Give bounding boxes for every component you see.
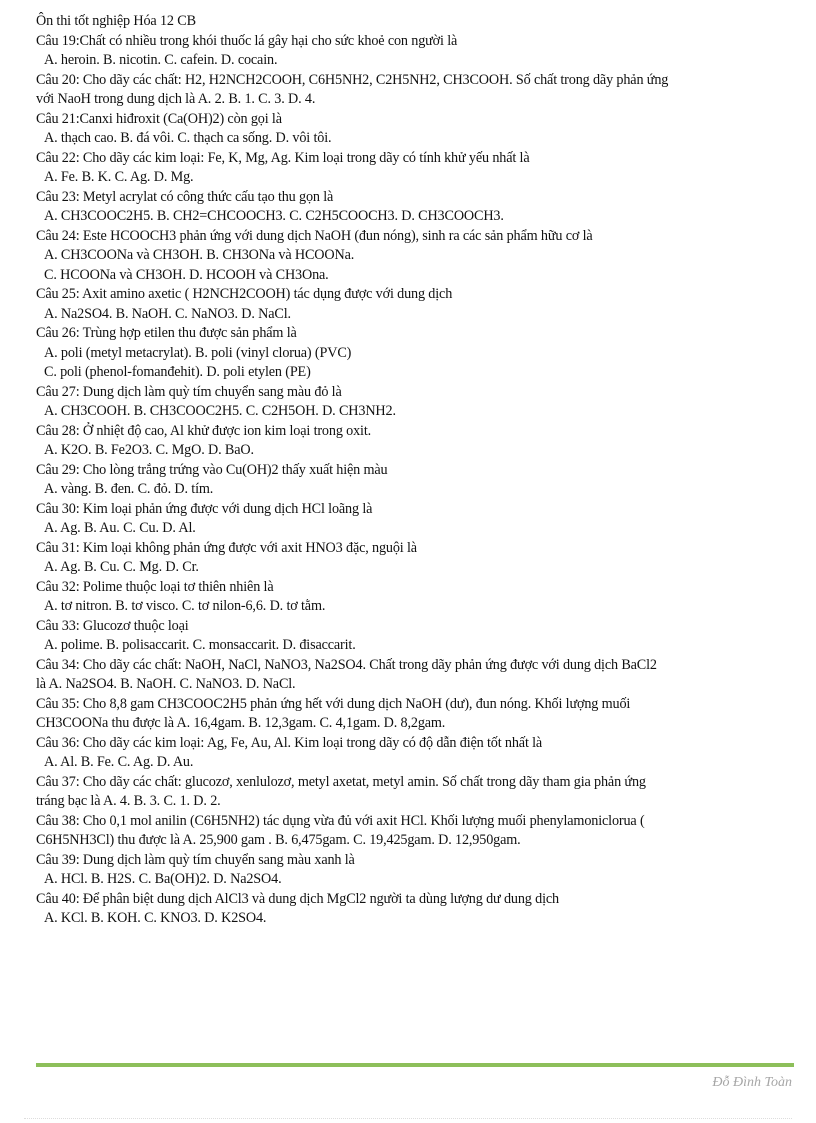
answers-25: A. Na2SO4. B. NaOH. C. NaNO3. D. NaCl. [44,305,291,322]
question-40: Câu 40: Để phân biệt dung dịch AlCl3 và dung dịch MgCl2 người ta dùng lượng dư dung dịch [36,890,559,907]
question-28: Câu 28: Ở nhiệt độ cao, Al khử được ion kim loại trong oxit. [36,422,372,439]
question-33: Câu 33: Glucozơ thuộc loại [36,617,189,634]
question-27: Câu 27: Dung dịch làm quỳ tím chuyển sang màu đỏ là [36,383,342,400]
answers-33: A. polime. B. polisaccarit. C. monsaccarit. D. đisaccarit. [44,637,356,653]
answers-36: A. Al. B. Fe. C. Ag. D. Au. [44,754,194,770]
question-20: Câu 20: Cho dãy các chất: H2, H2NCH2COOH, C6H5NH2, C2H5NH2, CH3COOH. Số chất trong dãy phản ứng [36,71,669,88]
question-38: Câu 38: Cho 0,1 mol anilin (C6H5NH2) tác dụng vừa đủ với axit HCl. Khối lượng muối phenylamoniclorua ( [36,812,645,829]
question-24: Câu 24: Este HCOOCH3 phản ứng với dung dịch NaOH (đun nóng), sinh ra các sản phẩm hữu cơ là [36,227,593,244]
answers-32: A. tơ nitron. B. tơ visco. C. tơ nilon-6,6. D. tơ tằm. [44,598,326,614]
question-32: Câu 32: Polime thuộc loại tơ thiên nhiên là [36,578,274,595]
question-38-cont: C6H5NH3Cl) thu được là A. 25,900 gam . B. 6,475gam. C. 19,425gam. D. 12,950gam. [36,832,521,848]
footer-rule [36,1063,794,1067]
question-23: Câu 23: Metyl acrylat có công thức cấu tạo thu gọn là [36,188,334,205]
answers-23: A. CH3COOC2H5. B. CH2=CHCOOCH3. C. C2H5COOCH3. D. CH3COOCH3. [44,208,504,224]
question-34: Câu 34: Cho dãy các chất: NaOH, NaCl, NaNO3, Na2SO4. Chất trong dãy phản ứng được với dung dịch BaCl2 [36,656,657,673]
question-39: Câu 39: Dung dịch làm quỳ tím chuyển sang màu xanh là [36,851,355,868]
answers-24-ab: A. CH3COONa và CH3OH. B. CH3ONa và HCOONa. [44,247,355,263]
question-35-cont: CH3COONa thu được là A. 16,4gam. B. 12,3gam. C. 4,1gam. D. 8,2gam. [36,715,446,731]
answers-40: A. KCl. B. KOH. C. KNO3. D. K2SO4. [44,910,267,926]
question-20-cont: với NaoH trong dung dịch là A. 2. B. 1. C. 3. D. 4. [36,91,316,107]
question-21: Câu 21:Canxi hiđroxit (Ca(OH)2) còn gọi là [36,110,282,127]
answers-21: A. thạch cao. B. đá vôi. C. thạch ca sống. D. vôi tôi. [44,130,332,146]
answers-22: A. Fe. B. K. C. Ag. D. Mg. [44,169,194,185]
question-29: Câu 29: Cho lòng trắng trứng vào Cu(OH)2 thấy xuất hiện màu [36,461,388,478]
answers-39: A. HCl. B. H2S. C. Ba(OH)2. D. Na2SO4. [44,871,282,887]
question-22: Câu 22: Cho dãy các kim loại: Fe, K, Mg, Ag. Kim loại trong dãy có tính khử yếu nhất là [36,149,530,166]
question-37: Câu 37: Cho dãy các chất: glucozơ, xenlulozơ, metyl axetat, metyl amin. Số chất trong dãy tham gia phản ứng [36,773,646,790]
question-31: Câu 31: Kim loại không phản ứng được với axit HNO3 đặc, nguội là [36,539,417,556]
question-37-cont: tráng bạc là A. 4. B. 3. C. 1. D. 2. [36,793,221,809]
question-36: Câu 36: Cho dãy các kim loại: Ag, Fe, Au, Al. Kim loại trong dãy có độ dẫn điện tốt nhất là [36,734,543,751]
answers-28: A. K2O. B. Fe2O3. C. MgO. D. BaO. [44,442,254,458]
answers-26-ab: A. poli (metyl metacrylat). B. poli (vinyl clorua) (PVC) [44,344,352,361]
footer-author: Đỗ Đình Toàn [712,1075,792,1090]
answers-30: A. Ag. B. Au. C. Cu. D. Al. [44,520,196,536]
page-header: Ôn thi tốt nghiệp Hóa 12 CB [36,13,196,29]
question-30: Câu 30: Kim loại phản ứng được với dung dịch HCl loãng là [36,500,373,517]
question-25: Câu 25: Axit amino axetic ( H2NCH2COOH) tác dụng được với dung dịch [36,286,453,302]
question-26: Câu 26: Trùng hợp etilen thu được sản phẩm là [36,325,297,341]
document-body [36,12,780,929]
answers-24-cd: C. HCOONa và CH3OH. D. HCOOH và CH3Ona. [44,266,329,283]
answers-19: A. heroin. B. nicotin. C. cafein. D. cocain. [44,52,278,68]
question-19: Câu 19:Chất có nhiều trong khói thuốc lá gây hại cho sức khoẻ con người là [36,32,458,49]
answers-31: A. Ag. B. Cu. C. Mg. D. Cr. [44,559,199,575]
question-34-cont: là A. Na2SO4. B. NaOH. C. NaNO3. D. NaCl. [36,676,296,692]
question-35: Câu 35: Cho 8,8 gam CH3COOC2H5 phản ứng hết với dung dịch NaOH (dư), đun nóng. Khối lượng muối [36,695,631,712]
answers-26-cd: C. poli (phenol-fomanđehit). D. poli etylen (PE) [44,364,311,380]
answers-29: A. vàng. B. đen. C. đỏ. D. tím. [44,481,214,497]
answers-27: A. CH3COOH. B. CH3COOC2H5. C. C2H5OH. D. CH3NH2. [44,403,396,419]
page-bottom-divider [24,1118,792,1119]
